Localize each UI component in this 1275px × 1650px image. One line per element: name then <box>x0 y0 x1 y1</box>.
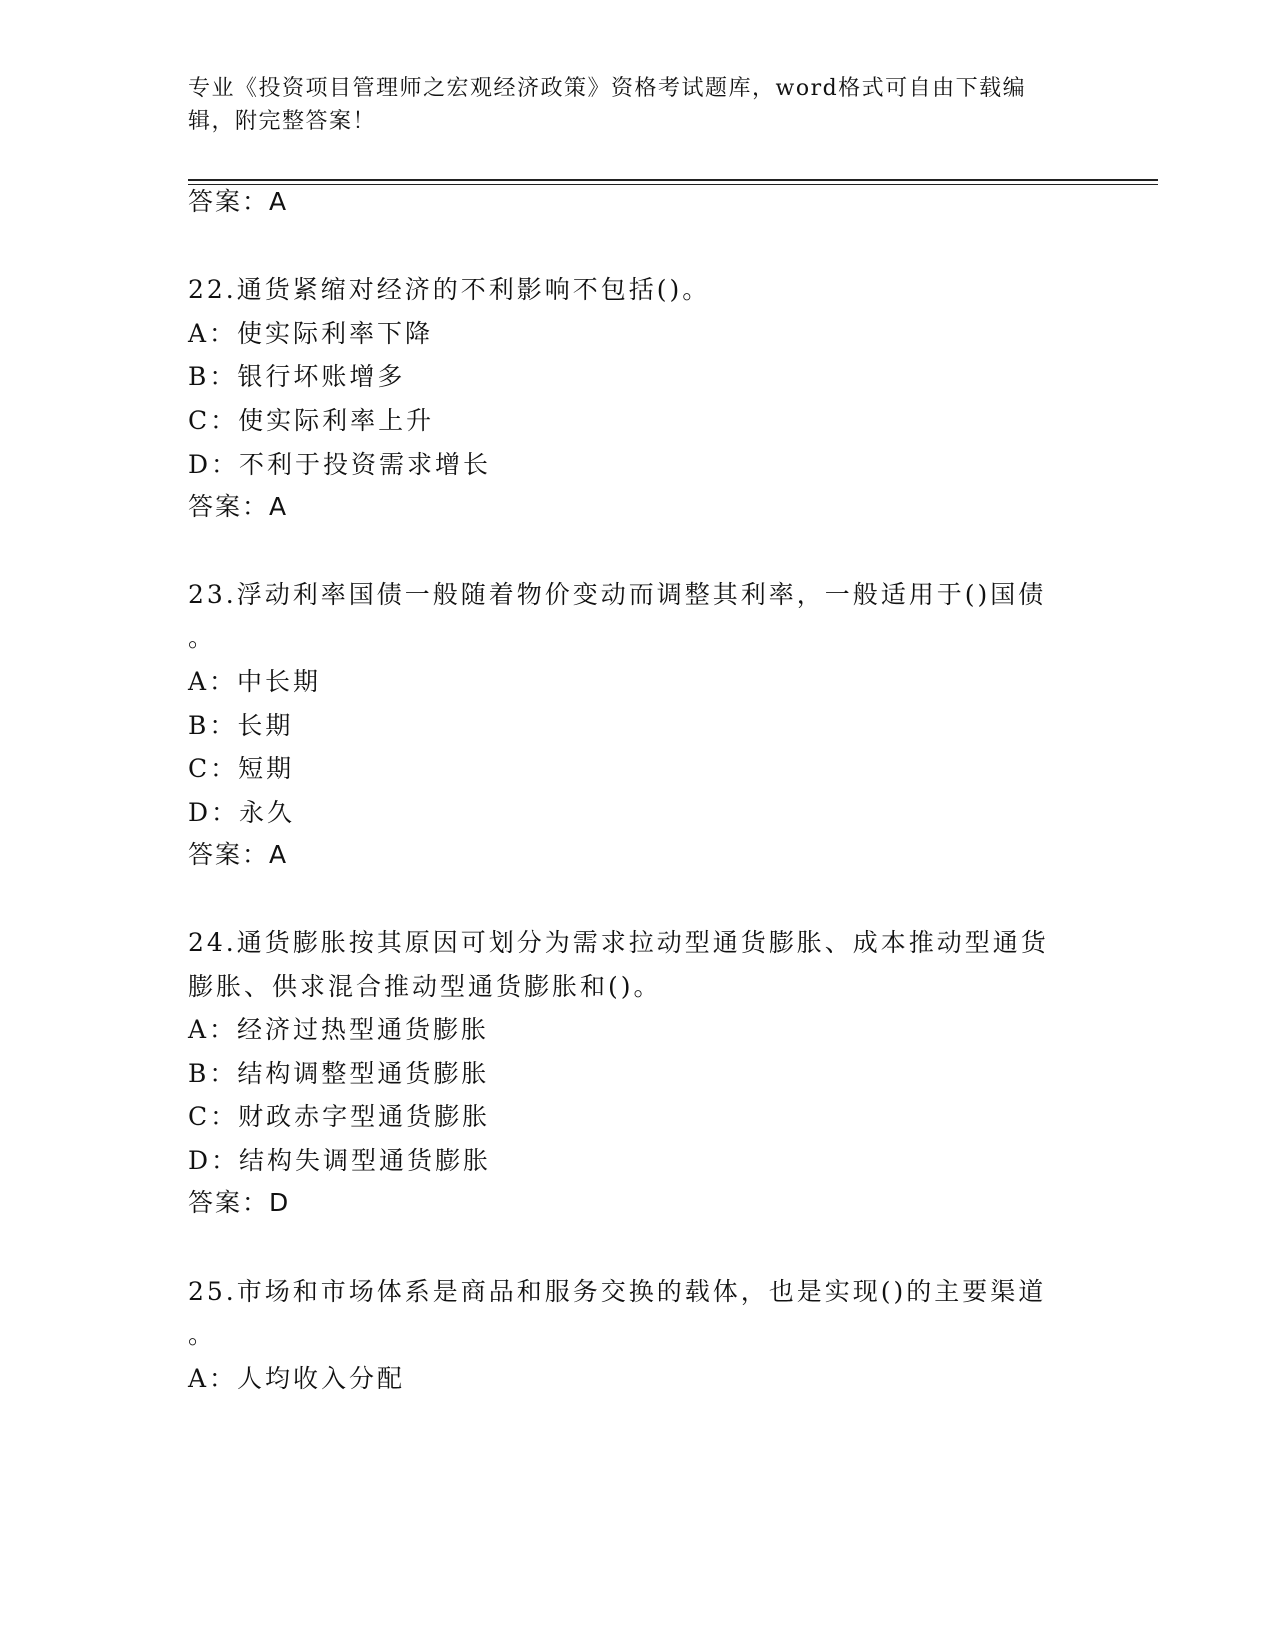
header-divider <box>188 179 1158 181</box>
option-b: B：结构调整型通货膨胀 <box>188 1059 490 1088</box>
option-b: B：银行坏账增多 <box>188 362 406 391</box>
question-stem-continuation: 。 <box>188 623 217 652</box>
question-stem-continuation: 。 <box>188 1320 217 1349</box>
answer-label: 答案：A <box>188 492 289 521</box>
option-d: D：永久 <box>188 798 296 827</box>
question-stem: 25.市场和市场体系是商品和服务交换的载体，也是实现()的主要渠道 <box>188 1277 1047 1306</box>
option-b: B：长期 <box>188 711 294 740</box>
header-divider-thin <box>188 184 1158 185</box>
answer-label: 答案：D <box>188 1188 291 1217</box>
question-stem: 24.通货膨胀按其原因可划分为需求拉动型通货膨胀、成本推动型通货 <box>188 928 1049 957</box>
answer-label: 答案：A <box>188 840 289 869</box>
option-c: C：使实际利率上升 <box>188 406 435 435</box>
option-c: C：短期 <box>188 754 295 783</box>
option-a: A：使实际利率下降 <box>188 319 434 348</box>
option-d: D：结构失调型通货膨胀 <box>188 1146 492 1175</box>
answer-label: 答案：A <box>188 187 289 216</box>
question-stem: 22.通货紧缩对经济的不利影响不包括()。 <box>188 275 711 304</box>
option-a: A：经济过热型通货膨胀 <box>188 1015 490 1044</box>
option-d: D：不利于投资需求增长 <box>188 450 492 479</box>
document-header: 专业《投资项目管理师之宏观经济政策》资格考试题库，word格式可自由下载编辑，附完整答案！ <box>188 76 1027 134</box>
question-stem: 23.浮动利率国债一般随着物价变动而调整其利率，一般适用于()国债 <box>188 580 1047 609</box>
option-a: A：人均收入分配 <box>188 1364 406 1393</box>
option-c: C：财政赤字型通货膨胀 <box>188 1102 491 1131</box>
question-stem-continuation: 膨胀、供求混合推动型通货膨胀和()。 <box>188 972 662 1001</box>
option-a: A：中长期 <box>188 667 322 696</box>
